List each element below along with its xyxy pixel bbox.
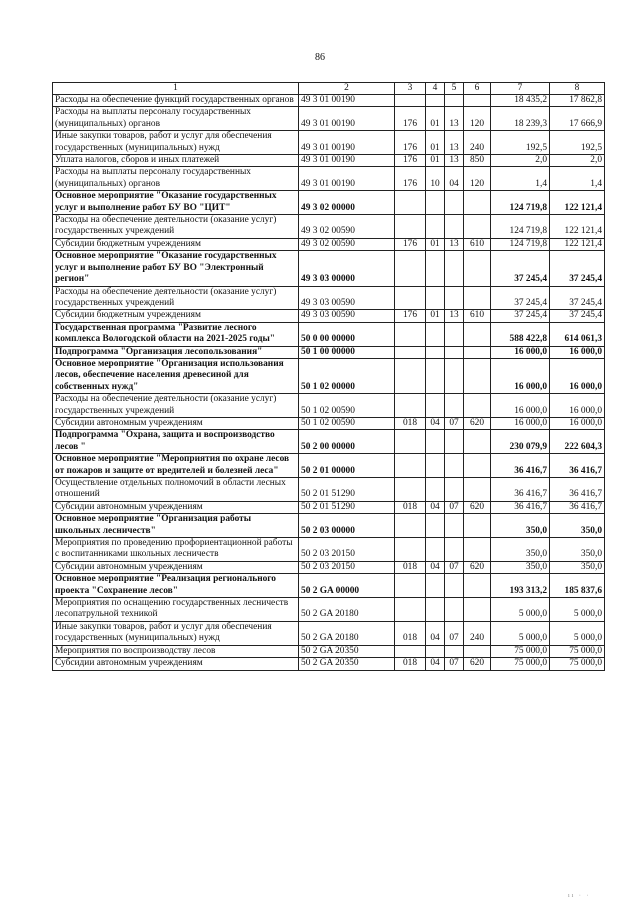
subsection-code-cell xyxy=(445,514,464,538)
amount-year2-cell: 16 000,0 xyxy=(550,394,605,418)
amount-year2-cell: 122 121,4 xyxy=(550,215,605,239)
budget-code-cell: 49 3 03 00000 xyxy=(299,251,395,286)
section-code-cell xyxy=(426,215,445,239)
table-row xyxy=(53,514,605,538)
amount-year2-cell: 5 000,0 xyxy=(550,621,605,645)
amount-year1-cell: 36 416,7 xyxy=(491,501,550,513)
section-code-cell: 01 xyxy=(426,310,445,322)
row-name-cell: Расходы на обеспечение деятельности (оказание услуг) государственных учреждений xyxy=(53,286,299,310)
row-name-cell: Осуществление отдельных полномочий в области лесных отношений xyxy=(53,478,299,502)
amount-year2-cell: 122 121,4 xyxy=(550,191,605,215)
budget-code-cell: 50 2 03 00000 xyxy=(299,514,395,538)
row-name-cell: Расходы на выплаты персоналу государственных (муниципальных) органов xyxy=(53,107,299,131)
row-name-cell: Расходы на обеспечение деятельности (оказание услуг) государственных учреждений xyxy=(53,215,299,239)
table-row xyxy=(53,561,605,573)
table-row xyxy=(53,621,605,645)
budget-code-cell: 49 3 02 00590 xyxy=(299,215,395,239)
subsection-code-cell: 07 xyxy=(445,621,464,645)
table-row xyxy=(53,658,605,670)
ministry-code-cell xyxy=(395,574,426,598)
ministry-code-cell xyxy=(395,215,426,239)
table-row xyxy=(53,645,605,657)
expense-type-cell xyxy=(464,598,491,622)
row-name-cell: Основное мероприятие "Реализация регионального проекта "Сохранение лесов" xyxy=(53,574,299,598)
section-code-cell xyxy=(426,322,445,346)
ministry-code-cell xyxy=(395,322,426,346)
expense-type-cell: 850 xyxy=(464,155,491,167)
budget-code-cell: 50 2 01 51290 xyxy=(299,478,395,502)
budget-code-cell: 50 2 01 51290 xyxy=(299,501,395,513)
budget-code-cell: 50 1 00 00000 xyxy=(299,346,395,358)
budget-code-cell: 50 2 GA 20180 xyxy=(299,621,395,645)
amount-year2-cell: 17 862,8 xyxy=(550,95,605,107)
section-code-cell xyxy=(426,574,445,598)
table-row xyxy=(53,394,605,418)
amount-year1-cell: 5 000,0 xyxy=(491,598,550,622)
amount-year2-cell: 350,0 xyxy=(550,514,605,538)
subsection-code-cell: 07 xyxy=(445,417,464,429)
subsection-code-cell xyxy=(445,191,464,215)
budget-code-cell: 49 3 01 00190 xyxy=(299,95,395,107)
expense-type-cell xyxy=(464,95,491,107)
amount-year2-cell: 350,0 xyxy=(550,538,605,562)
budget-code-cell: 50 2 03 20150 xyxy=(299,561,395,573)
expense-type-cell xyxy=(464,478,491,502)
budget-code-cell: 50 2 GA 00000 xyxy=(299,574,395,598)
row-name-cell: Уплата налогов, сборов и иных платежей xyxy=(53,155,299,167)
table-row xyxy=(53,238,605,250)
amount-year1-cell: 192,5 xyxy=(491,131,550,155)
section-code-cell xyxy=(426,394,445,418)
budget-code-cell: 50 2 GA 20180 xyxy=(299,598,395,622)
expense-type-cell xyxy=(464,538,491,562)
amount-year1-cell: 37 245,4 xyxy=(491,310,550,322)
section-code-cell: 04 xyxy=(426,417,445,429)
amount-year1-cell: 75 000,0 xyxy=(491,645,550,657)
amount-year2-cell: 16 000,0 xyxy=(550,346,605,358)
amount-year1-cell: 75 000,0 xyxy=(491,658,550,670)
amount-year2-cell: 614 061,3 xyxy=(550,322,605,346)
budget-code-cell: 49 3 02 00000 xyxy=(299,191,395,215)
expense-type-cell xyxy=(464,430,491,454)
expense-type-cell: 610 xyxy=(464,310,491,322)
table-row xyxy=(53,417,605,429)
table-row xyxy=(53,346,605,358)
section-code-cell xyxy=(426,358,445,393)
col-header-8: 8 xyxy=(550,83,605,95)
subsection-code-cell xyxy=(445,251,464,286)
ministry-code-cell xyxy=(395,454,426,478)
ministry-code-cell xyxy=(395,191,426,215)
section-code-cell xyxy=(426,645,445,657)
subsection-code-cell xyxy=(445,430,464,454)
expense-type-cell: 120 xyxy=(464,107,491,131)
amount-year1-cell: 350,0 xyxy=(491,561,550,573)
ministry-code-cell xyxy=(395,598,426,622)
subsection-code-cell: 07 xyxy=(445,658,464,670)
amount-year1-cell: 37 245,4 xyxy=(491,286,550,310)
ministry-code-cell: 176 xyxy=(395,238,426,250)
ministry-code-cell xyxy=(395,346,426,358)
amount-year1-cell: 5 000,0 xyxy=(491,621,550,645)
amount-year1-cell: 230 079,9 xyxy=(491,430,550,454)
amount-year1-cell: 16 000,0 xyxy=(491,417,550,429)
subsection-code-cell xyxy=(445,322,464,346)
row-name-cell: Субсидии бюджетным учреждениям xyxy=(53,238,299,250)
subsection-code-cell: 07 xyxy=(445,501,464,513)
amount-year1-cell: 588 422,8 xyxy=(491,322,550,346)
amount-year1-cell: 16 000,0 xyxy=(491,394,550,418)
table-row xyxy=(53,574,605,598)
section-code-cell xyxy=(426,286,445,310)
header-row xyxy=(53,83,605,95)
budget-code-cell: 49 3 01 00190 xyxy=(299,131,395,155)
row-name-cell: Субсидии автономным учреждениям xyxy=(53,658,299,670)
subsection-code-cell: 13 xyxy=(445,310,464,322)
amount-year2-cell: 16 000,0 xyxy=(550,358,605,393)
subsection-code-cell xyxy=(445,574,464,598)
col-header-2: 2 xyxy=(299,83,395,95)
amount-year1-cell: 124 719,8 xyxy=(491,191,550,215)
amount-year1-cell: 124 719,8 xyxy=(491,238,550,250)
budget-table xyxy=(52,82,605,671)
budget-code-cell: 50 2 GA 20350 xyxy=(299,658,395,670)
row-name-cell: Основное мероприятие "Мероприятия по охране лесов от пожаров и защите от вредителей и болезней леса" xyxy=(53,454,299,478)
row-name-cell: Расходы на обеспечение функций государственных органов xyxy=(53,95,299,107)
subsection-code-cell: 07 xyxy=(445,561,464,573)
row-name-cell: Субсидии автономным учреждениям xyxy=(53,417,299,429)
table-row xyxy=(53,501,605,513)
subsection-code-cell: 13 xyxy=(445,155,464,167)
amount-year2-cell: 37 245,4 xyxy=(550,251,605,286)
budget-code-cell: 49 3 03 00590 xyxy=(299,286,395,310)
page-number: 86 xyxy=(315,52,325,63)
expense-type-cell: 620 xyxy=(464,417,491,429)
budget-code-cell: 50 2 00 00000 xyxy=(299,430,395,454)
row-name-cell: Расходы на обеспечение деятельности (оказание услуг) государственных учреждений xyxy=(53,394,299,418)
amount-year1-cell: 36 416,7 xyxy=(491,454,550,478)
section-code-cell xyxy=(426,346,445,358)
row-name-cell: Подпрограмма "Охрана, защита и воспроизводство лесов " xyxy=(53,430,299,454)
amount-year2-cell: 37 245,4 xyxy=(550,286,605,310)
budget-code-cell: 50 0 00 00000 xyxy=(299,322,395,346)
ministry-code-cell xyxy=(395,430,426,454)
budget-code-cell: 49 3 01 00190 xyxy=(299,167,395,191)
table-row xyxy=(53,107,605,131)
amount-year2-cell: 36 416,7 xyxy=(550,501,605,513)
subsection-code-cell xyxy=(445,358,464,393)
ministry-code-cell: 176 xyxy=(395,167,426,191)
table-row xyxy=(53,167,605,191)
amount-year2-cell: 16 000,0 xyxy=(550,417,605,429)
row-name-cell: Основное мероприятие "Организация использования лесов, обеспечение населения древесиной для собственных нужд" xyxy=(53,358,299,393)
row-name-cell: Субсидии автономным учреждениям xyxy=(53,561,299,573)
table-row xyxy=(53,454,605,478)
table-row xyxy=(53,598,605,622)
budget-code-cell: 49 3 01 00190 xyxy=(299,155,395,167)
amount-year2-cell: 37 245,4 xyxy=(550,310,605,322)
amount-year2-cell: 36 416,7 xyxy=(550,454,605,478)
budget-code-cell: 50 2 03 20150 xyxy=(299,538,395,562)
ministry-code-cell: 018 xyxy=(395,501,426,513)
section-code-cell xyxy=(426,251,445,286)
amount-year2-cell: 17 666,9 xyxy=(550,107,605,131)
col-header-5: 5 xyxy=(445,83,464,95)
budget-code-cell: 50 1 02 00000 xyxy=(299,358,395,393)
ministry-code-cell xyxy=(395,645,426,657)
expense-type-cell xyxy=(464,394,491,418)
subsection-code-cell: 04 xyxy=(445,167,464,191)
budget-code-cell: 49 3 03 00590 xyxy=(299,310,395,322)
table-row xyxy=(53,310,605,322)
subsection-code-cell xyxy=(445,454,464,478)
table-row xyxy=(53,215,605,239)
expense-type-cell xyxy=(464,346,491,358)
subsection-code-cell xyxy=(445,645,464,657)
subsection-code-cell xyxy=(445,215,464,239)
col-header-1: 1 xyxy=(53,83,299,95)
amount-year1-cell: 18 435,2 xyxy=(491,95,550,107)
row-name-cell: Субсидии автономным учреждениям xyxy=(53,501,299,513)
section-code-cell: 04 xyxy=(426,561,445,573)
amount-year1-cell: 37 245,4 xyxy=(491,251,550,286)
expense-type-cell xyxy=(464,251,491,286)
expense-type-cell: 610 xyxy=(464,238,491,250)
amount-year1-cell: 2,0 xyxy=(491,155,550,167)
row-name-cell: Основное мероприятие "Оказание государственных услуг и выполнение работ БУ ВО "Электронный регион" xyxy=(53,251,299,286)
amount-year1-cell: 350,0 xyxy=(491,538,550,562)
amount-year2-cell: 185 837,6 xyxy=(550,574,605,598)
amount-year2-cell: 36 416,7 xyxy=(550,478,605,502)
subsection-code-cell: 13 xyxy=(445,238,464,250)
section-code-cell: 04 xyxy=(426,621,445,645)
table-row xyxy=(53,155,605,167)
budget-code-cell: 50 2 01 00000 xyxy=(299,454,395,478)
expense-type-cell xyxy=(464,454,491,478)
amount-year1-cell: 193 313,2 xyxy=(491,574,550,598)
ministry-code-cell xyxy=(395,95,426,107)
table-row xyxy=(53,251,605,286)
expense-type-cell: 120 xyxy=(464,167,491,191)
ministry-code-cell: 176 xyxy=(395,107,426,131)
amount-year2-cell: 222 604,3 xyxy=(550,430,605,454)
expense-type-cell: 620 xyxy=(464,561,491,573)
amount-year2-cell: 122 121,4 xyxy=(550,238,605,250)
amount-year2-cell: 75 000,0 xyxy=(550,645,605,657)
expense-type-cell: 240 xyxy=(464,131,491,155)
subsection-code-cell xyxy=(445,286,464,310)
budget-code-cell: 50 2 GA 20350 xyxy=(299,645,395,657)
amount-year2-cell: 2,0 xyxy=(550,155,605,167)
ministry-code-cell: 018 xyxy=(395,658,426,670)
subsection-code-cell xyxy=(445,538,464,562)
ministry-code-cell: 176 xyxy=(395,310,426,322)
amount-year1-cell: 1,4 xyxy=(491,167,550,191)
row-name-cell: Государственная программа "Развитие лесного комплекса Вологодской области на 2021-2025 годы" xyxy=(53,322,299,346)
table-row xyxy=(53,191,605,215)
expense-type-cell xyxy=(464,645,491,657)
expense-type-cell xyxy=(464,322,491,346)
amount-year1-cell: 124 719,8 xyxy=(491,215,550,239)
section-code-cell: 01 xyxy=(426,155,445,167)
section-code-cell xyxy=(426,454,445,478)
section-code-cell xyxy=(426,478,445,502)
table-row xyxy=(53,538,605,562)
subsection-code-cell xyxy=(445,598,464,622)
row-name-cell: Подпрограмма "Организация лесопользования" xyxy=(53,346,299,358)
expense-type-cell xyxy=(464,358,491,393)
amount-year1-cell: 16 000,0 xyxy=(491,358,550,393)
amount-year2-cell: 75 000,0 xyxy=(550,658,605,670)
footer-mark: ıı · · xyxy=(568,893,591,899)
amount-year1-cell: 18 239,3 xyxy=(491,107,550,131)
ministry-code-cell: 176 xyxy=(395,131,426,155)
expense-type-cell: 240 xyxy=(464,621,491,645)
section-code-cell xyxy=(426,430,445,454)
expense-type-cell: 620 xyxy=(464,501,491,513)
expense-type-cell: 620 xyxy=(464,658,491,670)
table-row xyxy=(53,131,605,155)
table-row xyxy=(53,286,605,310)
col-header-4: 4 xyxy=(426,83,445,95)
col-header-3: 3 xyxy=(395,83,426,95)
subsection-code-cell: 13 xyxy=(445,107,464,131)
budget-code-cell: 49 3 01 00190 xyxy=(299,107,395,131)
ministry-code-cell xyxy=(395,358,426,393)
table-row xyxy=(53,358,605,393)
row-name-cell: Иные закупки товаров, работ и услуг для обеспечения государственных (муниципальных) нужд xyxy=(53,131,299,155)
row-name-cell: Основное мероприятие "Оказание государственных услуг и выполнение работ БУ ВО "ЦИТ" xyxy=(53,191,299,215)
section-code-cell: 04 xyxy=(426,501,445,513)
subsection-code-cell: 13 xyxy=(445,131,464,155)
table-row xyxy=(53,95,605,107)
col-header-6: 6 xyxy=(464,83,491,95)
expense-type-cell xyxy=(464,191,491,215)
row-name-cell: Субсидии бюджетным учреждениям xyxy=(53,310,299,322)
row-name-cell: Иные закупки товаров, работ и услуг для обеспечения государственных (муниципальных) нужд xyxy=(53,621,299,645)
row-name-cell: Расходы на выплаты персоналу государственных (муниципальных) органов xyxy=(53,167,299,191)
col-header-7: 7 xyxy=(491,83,550,95)
amount-year2-cell: 5 000,0 xyxy=(550,598,605,622)
expense-type-cell xyxy=(464,514,491,538)
budget-code-cell: 50 1 02 00590 xyxy=(299,394,395,418)
row-name-cell: Мероприятия по воспроизводству лесов xyxy=(53,645,299,657)
budget-code-cell: 49 3 02 00590 xyxy=(299,238,395,250)
section-code-cell: 10 xyxy=(426,167,445,191)
table-body xyxy=(53,95,605,671)
subsection-code-cell xyxy=(445,394,464,418)
row-name-cell: Основное мероприятие "Организация работы школьных лесничеств" xyxy=(53,514,299,538)
row-name-cell: Мероприятия по оснащению государственных лесничеств лесопатрульной техникой xyxy=(53,598,299,622)
expense-type-cell xyxy=(464,215,491,239)
ministry-code-cell xyxy=(395,538,426,562)
amount-year2-cell: 350,0 xyxy=(550,561,605,573)
ministry-code-cell: 176 xyxy=(395,155,426,167)
section-code-cell xyxy=(426,514,445,538)
ministry-code-cell: 018 xyxy=(395,621,426,645)
section-code-cell: 01 xyxy=(426,107,445,131)
ministry-code-cell xyxy=(395,514,426,538)
budget-code-cell: 50 1 02 00590 xyxy=(299,417,395,429)
amount-year1-cell: 350,0 xyxy=(491,514,550,538)
amount-year2-cell: 1,4 xyxy=(550,167,605,191)
ministry-code-cell: 018 xyxy=(395,561,426,573)
table-row xyxy=(53,430,605,454)
ministry-code-cell: 018 xyxy=(395,417,426,429)
table-row xyxy=(53,322,605,346)
subsection-code-cell xyxy=(445,478,464,502)
ministry-code-cell xyxy=(395,478,426,502)
row-name-cell: Мероприятия по проведению профориентационной работы с воспитанниками школьных лесничеств xyxy=(53,538,299,562)
amount-year2-cell: 192,5 xyxy=(550,131,605,155)
expense-type-cell xyxy=(464,574,491,598)
subsection-code-cell xyxy=(445,95,464,107)
amount-year1-cell: 36 416,7 xyxy=(491,478,550,502)
expense-type-cell xyxy=(464,286,491,310)
subsection-code-cell xyxy=(445,346,464,358)
section-code-cell xyxy=(426,191,445,215)
ministry-code-cell xyxy=(395,286,426,310)
ministry-code-cell xyxy=(395,394,426,418)
section-code-cell xyxy=(426,538,445,562)
section-code-cell xyxy=(426,95,445,107)
amount-year1-cell: 16 000,0 xyxy=(491,346,550,358)
ministry-code-cell xyxy=(395,251,426,286)
section-code-cell: 04 xyxy=(426,658,445,670)
table-row xyxy=(53,478,605,502)
section-code-cell: 01 xyxy=(426,131,445,155)
section-code-cell: 01 xyxy=(426,238,445,250)
section-code-cell xyxy=(426,598,445,622)
